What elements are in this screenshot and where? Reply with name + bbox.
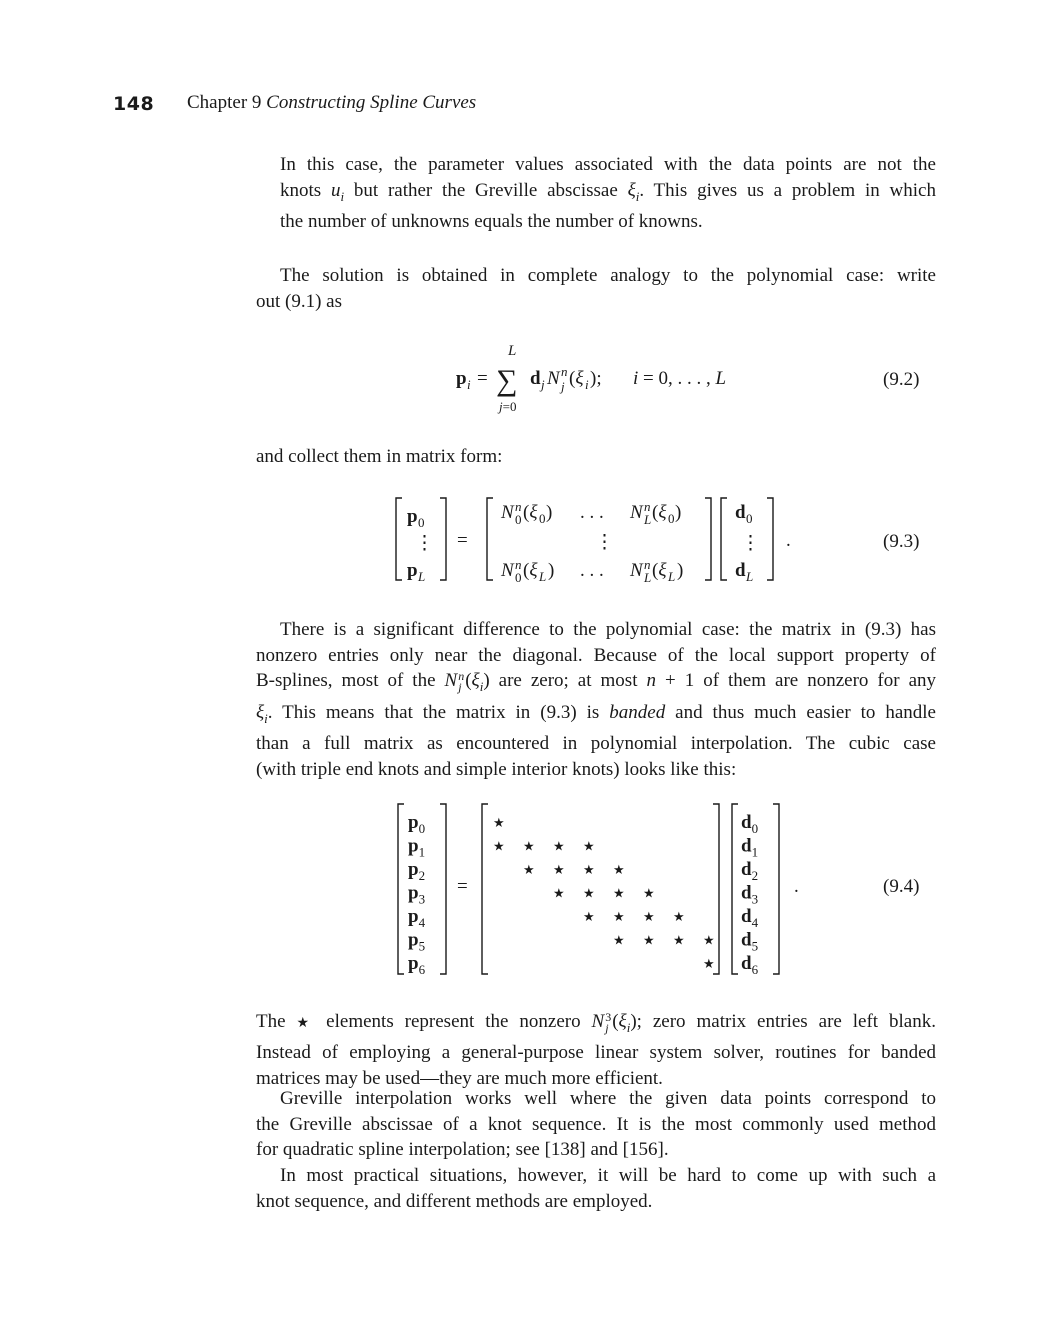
matrix-star-r3-c2: ★: [553, 885, 565, 901]
svg-text:0: 0: [515, 570, 522, 585]
svg-text:);: );: [590, 368, 602, 389]
p6-line-3: for quadratic spline interpolation; see [138] and [156].: [256, 1139, 669, 1161]
paragraph-1: [280, 152, 936, 235]
running-header: [187, 92, 476, 114]
p4-line-2: nonzero entries only near the diagonal. Because of the local support property of: [256, 644, 936, 666]
svg-text:∑: ∑: [496, 364, 518, 397]
svg-text:n: n: [515, 557, 522, 572]
matrix-star-r1-c0: ★: [493, 838, 505, 854]
svg-text:(ξ: (ξ: [523, 502, 538, 523]
svg-text:N: N: [630, 560, 643, 581]
svg-text:i: i: [585, 377, 589, 392]
svg-text:L: L: [668, 569, 676, 584]
p5-line-3: matrices may be used—they are much more efficient.: [256, 1067, 663, 1089]
matrix-star-r3-c4: ★: [613, 885, 625, 901]
matrix-star-r2-c4: ★: [613, 862, 625, 877]
svg-text:): ): [546, 502, 553, 523]
svg-text:p: p: [456, 368, 467, 389]
svg-text:⋮: ⋮: [741, 533, 760, 554]
paragraph-2: [256, 263, 936, 314]
svg-text:0: 0: [515, 512, 522, 527]
p2-line-2: out (9.1) as: [256, 290, 343, 312]
svg-text:(ξ: (ξ: [569, 368, 584, 389]
p7-line-2: knot sequence, and different methods are employed.: [256, 1190, 653, 1212]
rhs-entry-6: $d_6$: [741, 953, 759, 977]
matrix-star-r5-c7: ★: [703, 932, 715, 948]
svg-text:p: p: [407, 560, 418, 581]
matrix-star-r2-c3: ★: [583, 862, 595, 877]
lhs-entry-6: $p_6$: [408, 953, 426, 977]
matrix-star-r2-c2: ★: [553, 862, 565, 877]
svg-text:0: 0: [539, 511, 546, 526]
p1-line-1: In this case, the parameter values associated with the data points are not the: [280, 154, 936, 175]
p4-line-5: than a full matrix as encountered in polynomial interpolation. The cubic case: [256, 732, 936, 754]
rhs-entry-0: $d_0$: [741, 812, 759, 836]
svg-text:L: L: [539, 569, 547, 584]
matrix-star-r0-c0: ★: [493, 815, 505, 830]
matrix-star-r4-c4: ★: [613, 909, 625, 924]
page-number: 148: [113, 93, 155, 115]
equation-number-9-2: (9.2): [883, 369, 920, 390]
rhs-entry-2: $d_2$: [741, 859, 759, 883]
svg-text:0: 0: [418, 515, 425, 530]
svg-text:d: d: [530, 368, 541, 389]
svg-text:0: 0: [668, 511, 675, 526]
matrix-star-r3-c3: ★: [583, 885, 595, 901]
svg-text:n: n: [561, 364, 568, 379]
svg-text:.: .: [794, 876, 799, 897]
matrix-star-r5-c5: ★: [643, 932, 655, 948]
banded-matrix: [493, 815, 715, 971]
svg-text:L: L: [644, 570, 652, 585]
svg-text:=: =: [457, 876, 468, 897]
svg-text:n: n: [644, 499, 651, 514]
svg-text:): ): [677, 560, 684, 581]
svg-text:L: L: [644, 512, 652, 527]
svg-text:p: p: [407, 506, 418, 527]
svg-text:L: L: [746, 569, 754, 584]
lhs-entry-0: $p_0$: [408, 812, 426, 836]
svg-text:): ): [548, 560, 555, 581]
svg-text:j=0: j=0: [499, 399, 517, 414]
p4-line-1: There is a significant difference to the polynomial case: the matrix in (9.3) has: [280, 619, 936, 640]
equation-9-2: [440, 338, 750, 418]
p4-line-6: (with triple end knots and simple interior knots) looks like this:: [256, 758, 737, 780]
lhs-entry-1: $p_1$: [408, 835, 426, 860]
paragraph-6: [256, 1086, 936, 1163]
p4-line-4: $\xi_i$. This means that the matrix in (9.3) is banded and thus much easier to handle: [256, 701, 936, 726]
matrix-star-r6-c7: ★: [703, 956, 715, 971]
chapter-title: Constructing Spline Curves: [266, 92, 477, 113]
svg-text:d: d: [735, 502, 746, 523]
svg-text:.: .: [786, 530, 791, 551]
p5-line-2: Instead of employing a general-purpose linear system solver, routines for banded: [256, 1042, 936, 1064]
p5-line-1: The ★ elements represent the nonzero N 3 j $(\xi_i)$; zero matrix entries are left blank.: [256, 1009, 936, 1035]
svg-text:i: i: [633, 368, 639, 389]
lhs-entry-4: $p_4$: [408, 906, 426, 930]
rhs-entry-4: $d_4$: [741, 906, 759, 930]
equation-number-9-4: (9.4): [883, 876, 920, 897]
svg-text:N: N: [630, 502, 643, 523]
matrix-star-r3-c5: ★: [643, 885, 655, 901]
svg-text:=: =: [457, 530, 468, 551]
svg-text:. . .: . . .: [580, 502, 604, 523]
lhs-entry-5: $p_5$: [408, 929, 426, 954]
matrix-star-r1-c3: ★: [583, 838, 595, 854]
svg-text:=: =: [477, 368, 488, 389]
matrix-star-r2-c1: ★: [523, 862, 535, 877]
p6-line-1: Greville interpolation works well where the given data points correspond to: [280, 1088, 936, 1109]
svg-text:N: N: [501, 502, 514, 523]
matrix-star-r1-c1: ★: [523, 838, 535, 854]
svg-text:i: i: [467, 377, 471, 392]
svg-text:N: N: [501, 560, 514, 581]
lhs-vector: [408, 812, 426, 977]
matrix-star-r1-c2: ★: [553, 838, 565, 854]
paragraph-4: [256, 617, 936, 782]
svg-text:L: L: [418, 569, 426, 584]
svg-text:⋮: ⋮: [595, 532, 614, 553]
p4-line-3: B-splines, most of the N n j $(\xi_i)$ are zero; at most n + 1 of them are nonzero for any: [256, 668, 936, 694]
equation-9-3: [390, 494, 810, 586]
svg-text:j: j: [561, 379, 565, 394]
svg-text:d: d: [735, 560, 746, 581]
equation-9-4: [390, 800, 810, 980]
p6-line-2: the Greville abscissae of a knot sequence. It is the most commonly used method: [256, 1113, 936, 1135]
matrix-star-r5-c6: ★: [673, 932, 685, 948]
p1-line-2: knots $u_i$ but rather the Greville abscissae $\xi_i$. This gives us a problem in which: [280, 179, 936, 204]
matrix-star-r4-c3: ★: [583, 909, 595, 924]
svg-text:n: n: [644, 557, 651, 572]
rhs-vector: [741, 812, 759, 977]
svg-text:L: L: [508, 343, 517, 359]
paragraph-3: [256, 444, 936, 470]
svg-text:(ξ: (ξ: [652, 502, 667, 523]
svg-text:(ξ: (ξ: [523, 560, 538, 581]
svg-text:⋮: ⋮: [415, 533, 434, 554]
svg-text:. . .: . . .: [580, 560, 604, 581]
paragraph-5: [256, 1009, 936, 1092]
svg-text:n: n: [515, 499, 522, 514]
svg-text:(ξ: (ξ: [652, 560, 667, 581]
svg-text:): ): [675, 502, 682, 523]
rhs-entry-3: $d_3$: [741, 882, 759, 907]
svg-text:0: 0: [746, 511, 753, 526]
chapter-label: Chapter 9: [187, 92, 262, 113]
lhs-entry-2: $p_2$: [408, 859, 426, 883]
p7-line-1: In most practical situations, however, it will be hard to come up with such a: [280, 1165, 936, 1186]
equation-number-9-3: (9.3): [883, 531, 920, 552]
matrix-star-r5-c4: ★: [613, 932, 625, 948]
matrix-star-r4-c5: ★: [643, 909, 655, 924]
paragraph-7: [256, 1163, 936, 1214]
matrix-star-r4-c6: ★: [673, 909, 685, 924]
rhs-entry-1: $d_1$: [741, 835, 759, 860]
p2-line-1: The solution is obtained in complete analogy to the polynomial case: write: [280, 265, 936, 286]
rhs-entry-5: $d_5$: [741, 929, 759, 954]
lhs-entry-3: $p_3$: [408, 882, 426, 907]
p1-line-3: the number of unknowns equals the number of knowns.: [280, 210, 703, 232]
svg-text:= 0, . . . , L: = 0, . . . , L: [643, 368, 727, 389]
p3-line-1: and collect them in matrix form:: [256, 446, 503, 467]
svg-text:N: N: [547, 368, 560, 389]
svg-text:j: j: [541, 377, 545, 392]
